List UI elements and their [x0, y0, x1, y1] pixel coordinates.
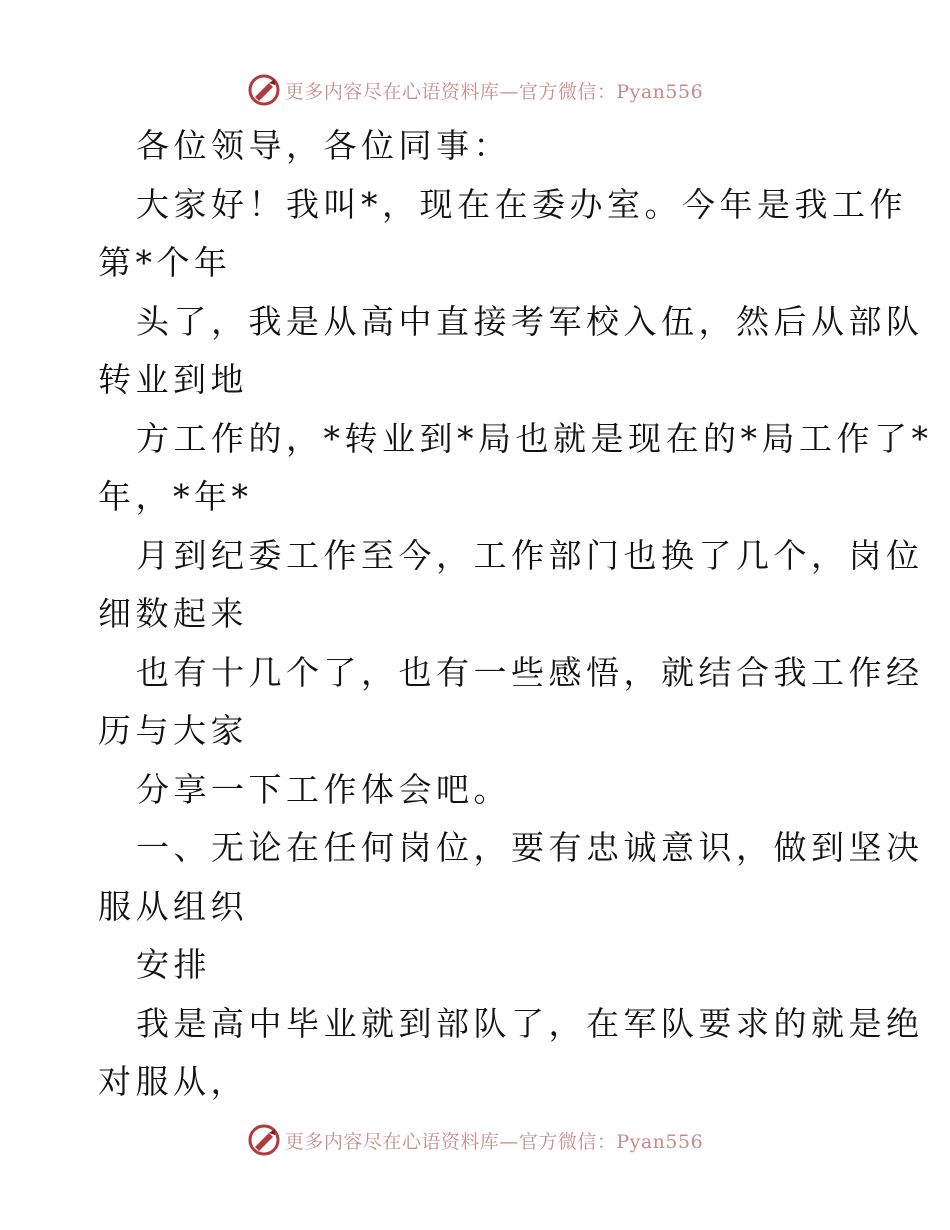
text-line: 对服从，	[98, 1062, 248, 1101]
footer-banner-text: 更多内容尽在心语资料库—官方微信：Pyan556	[284, 1130, 704, 1153]
text-line: 我是高中毕业就到部队了，在军队要求的就是绝	[136, 1003, 924, 1043]
text-line: 月到纪委工作至今，工作部门也换了几个，岗位	[136, 535, 924, 575]
text-line: 转业到地	[98, 360, 248, 399]
text-line: 历与大家	[98, 711, 248, 750]
text-line: 各位领导，各位同事：	[136, 126, 511, 165]
header-banner-text: 更多内容尽在心语资料库—官方微信：Pyan556	[284, 80, 704, 103]
text-line: 服从组织	[98, 886, 248, 926]
header-banner	[0, 70, 950, 110]
footer-banner	[0, 1120, 950, 1160]
pen-logo-icon	[247, 73, 281, 107]
text-line: 方工作的，*转业到*局也就是现在的*局工作了*	[136, 418, 933, 458]
text-line: 大家好！我叫*，现在在委办室。今年是我工作	[136, 184, 907, 224]
text-line: 第*个年	[98, 243, 232, 282]
text-line: 年，*年*	[98, 477, 253, 516]
text-line: 分享一下工作体会吧。	[136, 769, 511, 809]
pen-logo-icon	[247, 1123, 281, 1157]
text-line: 也有十几个了，也有一些感悟，就结合我工作经	[136, 652, 924, 692]
text-line: 头了，我是从高中直接考军校入伍，然后从部队	[136, 301, 924, 341]
text-line: 一、无论在任何岗位，要有忠诚意识，做到坚决	[136, 828, 924, 867]
text-line: 安排	[136, 945, 211, 984]
text-line: 细数起来	[98, 594, 248, 633]
